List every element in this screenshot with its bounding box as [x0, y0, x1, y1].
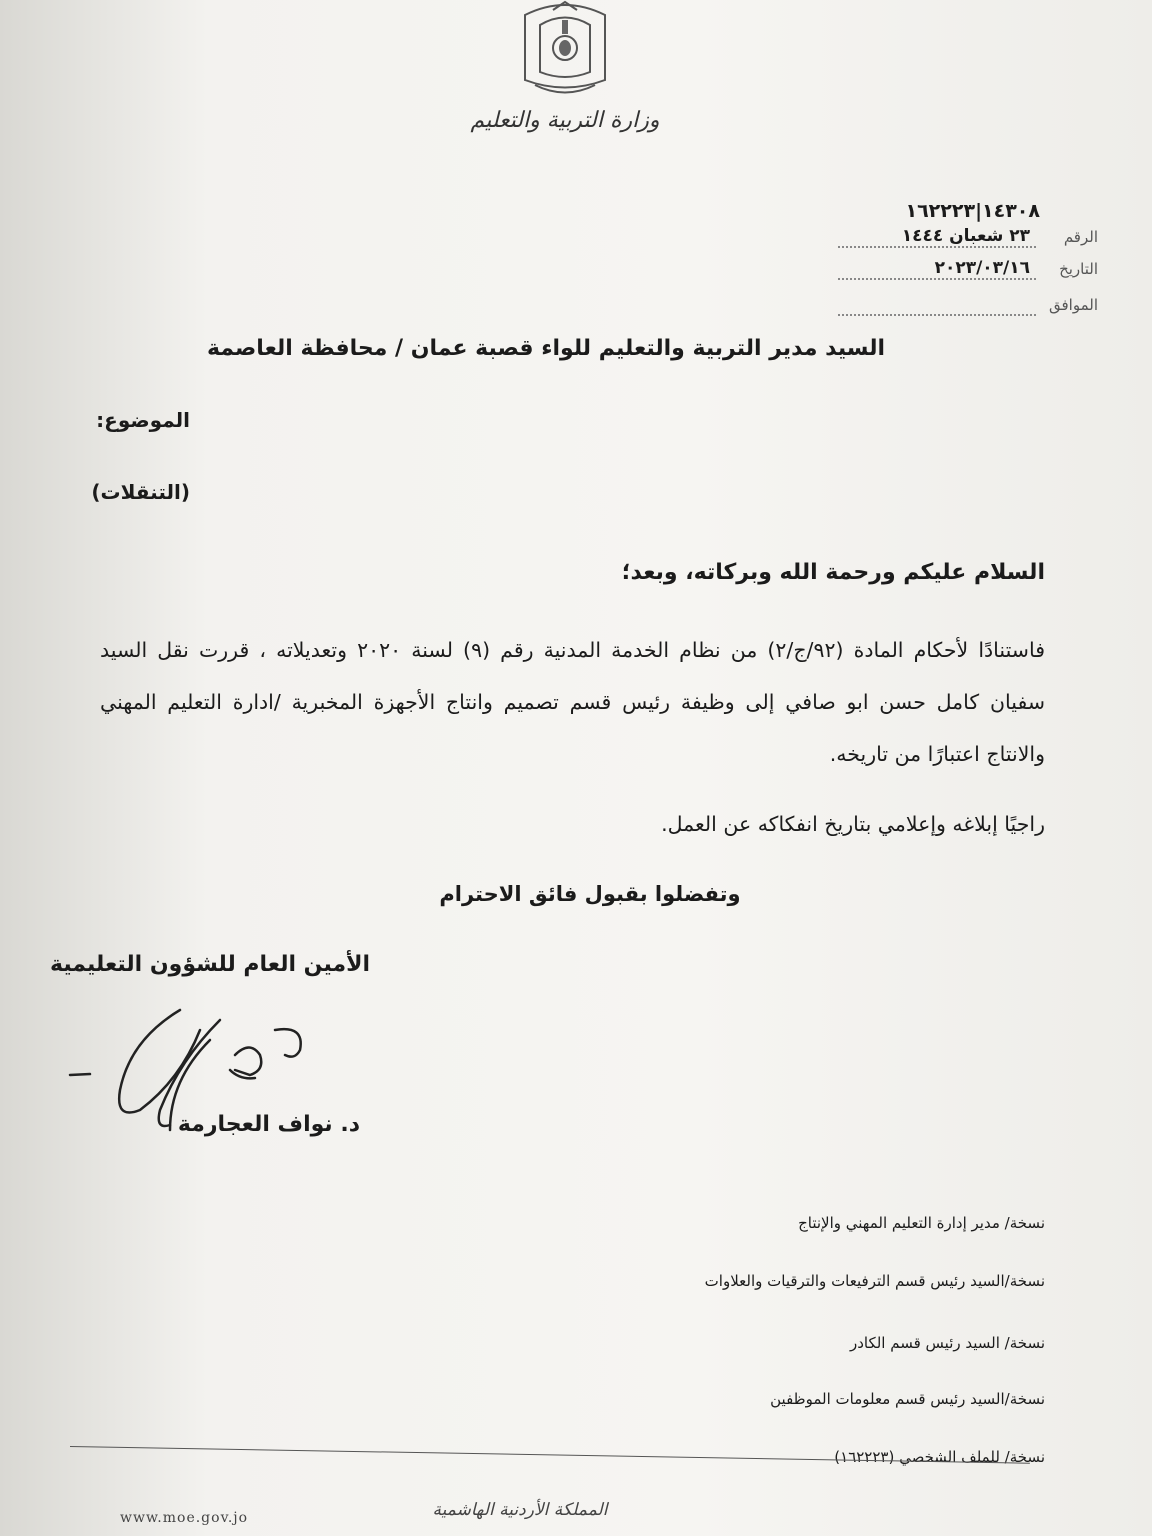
date-label: التاريخ — [1059, 260, 1098, 278]
hijri-date: ٢٣ شعبان ١٤٤٤ — [901, 226, 1030, 246]
copy-line: نسخة/السيد رئيس قسم الترفيعات والترقيات والعلاوات — [704, 1272, 1045, 1290]
ministry-name: وزارة التربية والتعليم — [470, 108, 660, 133]
subject-label: الموضوع: — [96, 408, 190, 432]
closing: وتفضلوا بقبول فائق الاحترام — [439, 882, 741, 906]
signatory-title: الأمين العام للشؤون التعليمية — [49, 952, 370, 977]
reference-number-row — [838, 228, 1098, 252]
copy-line: نسخة/ السيد رئيس قسم الكادر — [849, 1334, 1045, 1352]
copy-line: نسخة/ للملف الشخصي (١٦٢٢٢٣) — [834, 1448, 1045, 1466]
addressee: السيد مدير التربية والتعليم للواء قصبة عمان / محافظة العاصمة — [206, 336, 885, 361]
footer-website: www.moe.gov.jo — [120, 1510, 249, 1526]
corresponding-label: الموافق — [1048, 296, 1098, 314]
signatory-name: د. نواف العجارمة — [177, 1112, 360, 1137]
copy-line: نسخة/ مدير إدارة التعليم المهني والإنتاج — [798, 1214, 1045, 1232]
gregorian-date: ٢٠٢٣/٠٣/١٦ — [934, 258, 1030, 278]
reference-number: ١٤٣٠٨|١٦٢٢٢٣ — [905, 200, 1040, 222]
request-line: راجيًا إبلاغه وإعلامي بتاريخ انفكاكه عن العمل. — [661, 812, 1045, 836]
body-paragraph: فاستنادًا لأحكام المادة (٩٢/ج/٢) من نظام الخدمة المدنية رقم (٩) لسنة ٢٠٢٠ وتعديلاته ، قررت نقل السيد سفيان كامل حسن ابو صافي إلى وظيفة رئيس قسم تصميم وانتاج الأجهزة المخبرية /ادارة التعليم المهني والانتاج اعتبارًا من تاريخه. — [100, 638, 1045, 766]
date-row — [838, 260, 1098, 284]
copy-line: نسخة/السيد رئيس قسم معلومات الموظفين — [770, 1390, 1045, 1408]
corresponding-row — [838, 296, 1098, 320]
greeting: السلام عليكم ورحمة الله وبركاته، وبعد؛ — [621, 560, 1045, 585]
footer-kingdom: المملكة الأردنية الهاشمية — [432, 1500, 608, 1520]
coat-of-arms-icon — [505, 0, 625, 100]
subject-value: (التنقلات) — [91, 480, 190, 504]
reference-number-label: الرقم — [1063, 228, 1098, 246]
